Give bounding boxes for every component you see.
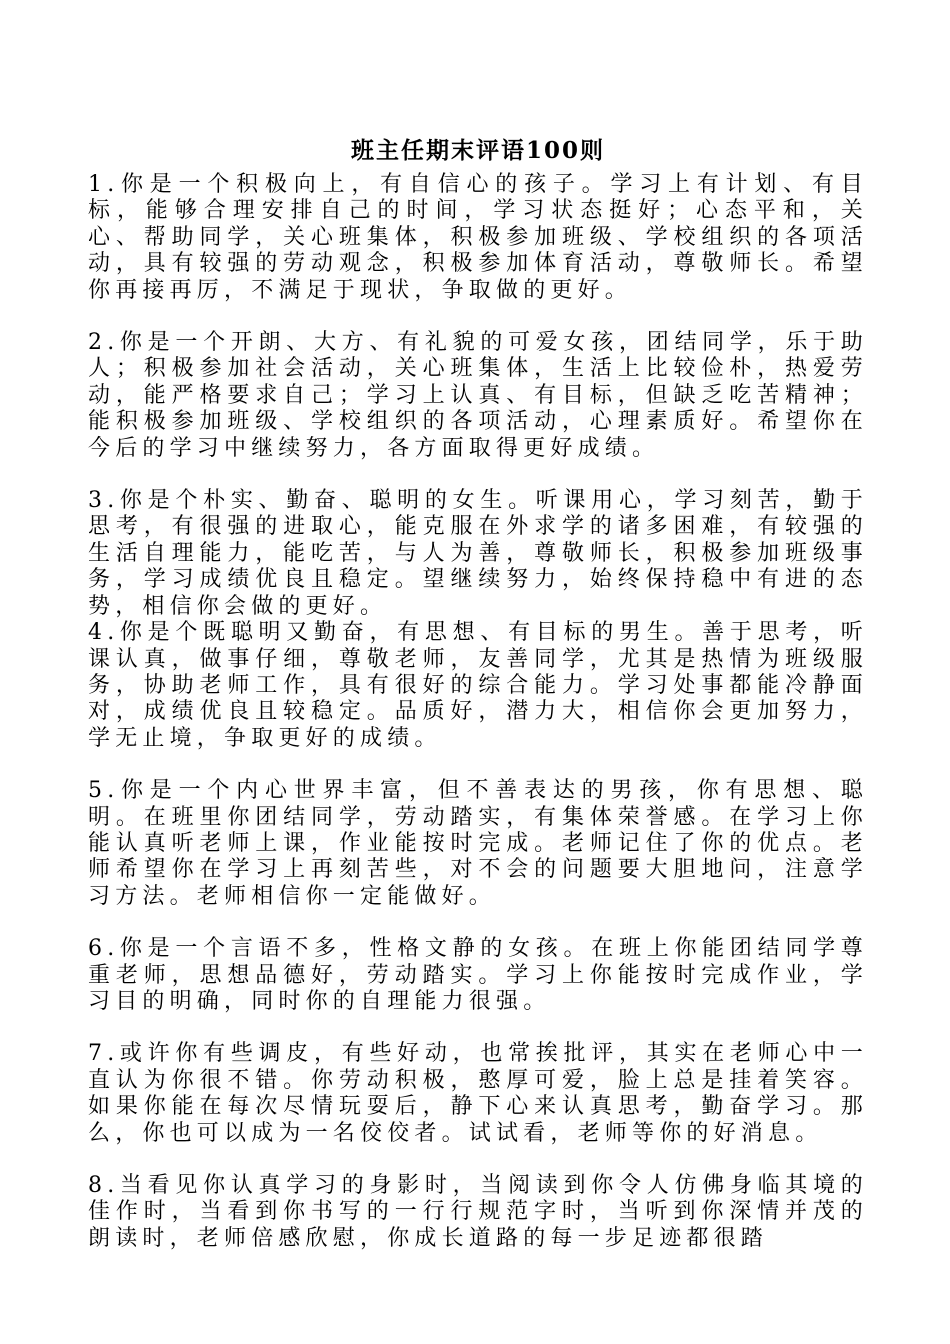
paragraph-spacer <box>88 304 868 330</box>
document-page <box>88 130 868 1252</box>
comment-paragraph-5: 5.你是一个内心世界丰富，但不善表达的男孩，你有思想、聪明。在班里你团结同学，劳动踏实，有集体荣誉感。在学习上你能认真听老师上课，作业能按时完成。老师记住了你的优点。老师希望你在学习上再刻苦些，对不会的问题要大胆地问，注意学习方法。老师相信你一定能做好。 <box>88 778 868 909</box>
comment-paragraph-3: 3.你是个朴实、勤奋、聪明的女生。听课用心，学习刻苦，勤于思考，有很强的进取心，能克服在外求学的诸多困难，有较强的生活自理能力，能吃苦，与人为善，尊敬师长，积极参加班级事务，学习成绩优良且稳定。望继续努力，始终保持稳中有进的态势，相信你会做的更好。 <box>88 488 868 619</box>
paragraph-spacer <box>88 1015 868 1041</box>
paragraph-spacer <box>88 910 868 936</box>
paragraph-spacer <box>88 462 868 488</box>
comment-paragraph-8: 8.当看见你认真学习的身影时，当阅读到你令人仿佛身临其境的佳作时，当看到你书写的一行行规范字时，当听到你深情并茂的朗读时，老师倍感欣慰，你成长道路的每一步足迹都很踏 <box>88 1173 868 1251</box>
comment-paragraph-2: 2.你是一个开朗、大方、有礼貌的可爱女孩，团结同学，乐于助人；积极参加社会活动，关心班集体，生活上比较俭朴，热爱劳动，能严格要求自己；学习上认真、有目标，但缺乏吃苦精神；能积极参加班级、学校组织的各项活动，心理素质好。希望你在今后的学习中继续努力，各方面取得更好成绩。 <box>88 330 868 461</box>
paragraph-spacer <box>88 1147 868 1173</box>
comment-paragraph-6: 6.你是一个言语不多，性格文静的女孩。在班上你能团结同学尊重老师，思想品德好，劳动踏实。学习上你能按时完成作业，学习目的明确，同时你的自理能力很强。 <box>88 936 868 1014</box>
paragraph-spacer <box>88 752 868 778</box>
comment-paragraph-7: 7.或许你有些调皮，有些好动，也常挨批评，其实在老师心中一直认为你很不错。你劳动积极，憨厚可爱，脸上总是挂着笑容。如果你能在每次尽情玩耍后，静下心来认真思考，勤奋学习。那么，你也可以成为一名佼佼者。试试看，老师等你的好消息。 <box>88 1041 868 1146</box>
comment-paragraph-4: 4.你是个既聪明又勤奋，有思想、有目标的男生。善于思考，听课认真，做事仔细，尊敬老师，友善同学，尤其是热情为班级服务，协助老师工作，具有很好的综合能力。学习处事都能冷静面对，成绩优良且较稳定。品质好，潜力大，相信你会更加努力，学无止境，争取更好的成绩。 <box>88 620 868 751</box>
comment-paragraph-1: 1.你是一个积极向上，有自信心的孩子。学习上有计划、有目标，能够合理安排自己的时间，学习状态挺好；心态平和，关心、帮助同学，关心班集体，积极参加班级、学校组织的各项活动，具有较强的劳动观念，积极参加体育活动，尊敬师长。希望你再接再厉，不满足于现状，争取做的更好。 <box>88 172 868 303</box>
document-title: 班主任期末评语100则 <box>350 137 605 164</box>
